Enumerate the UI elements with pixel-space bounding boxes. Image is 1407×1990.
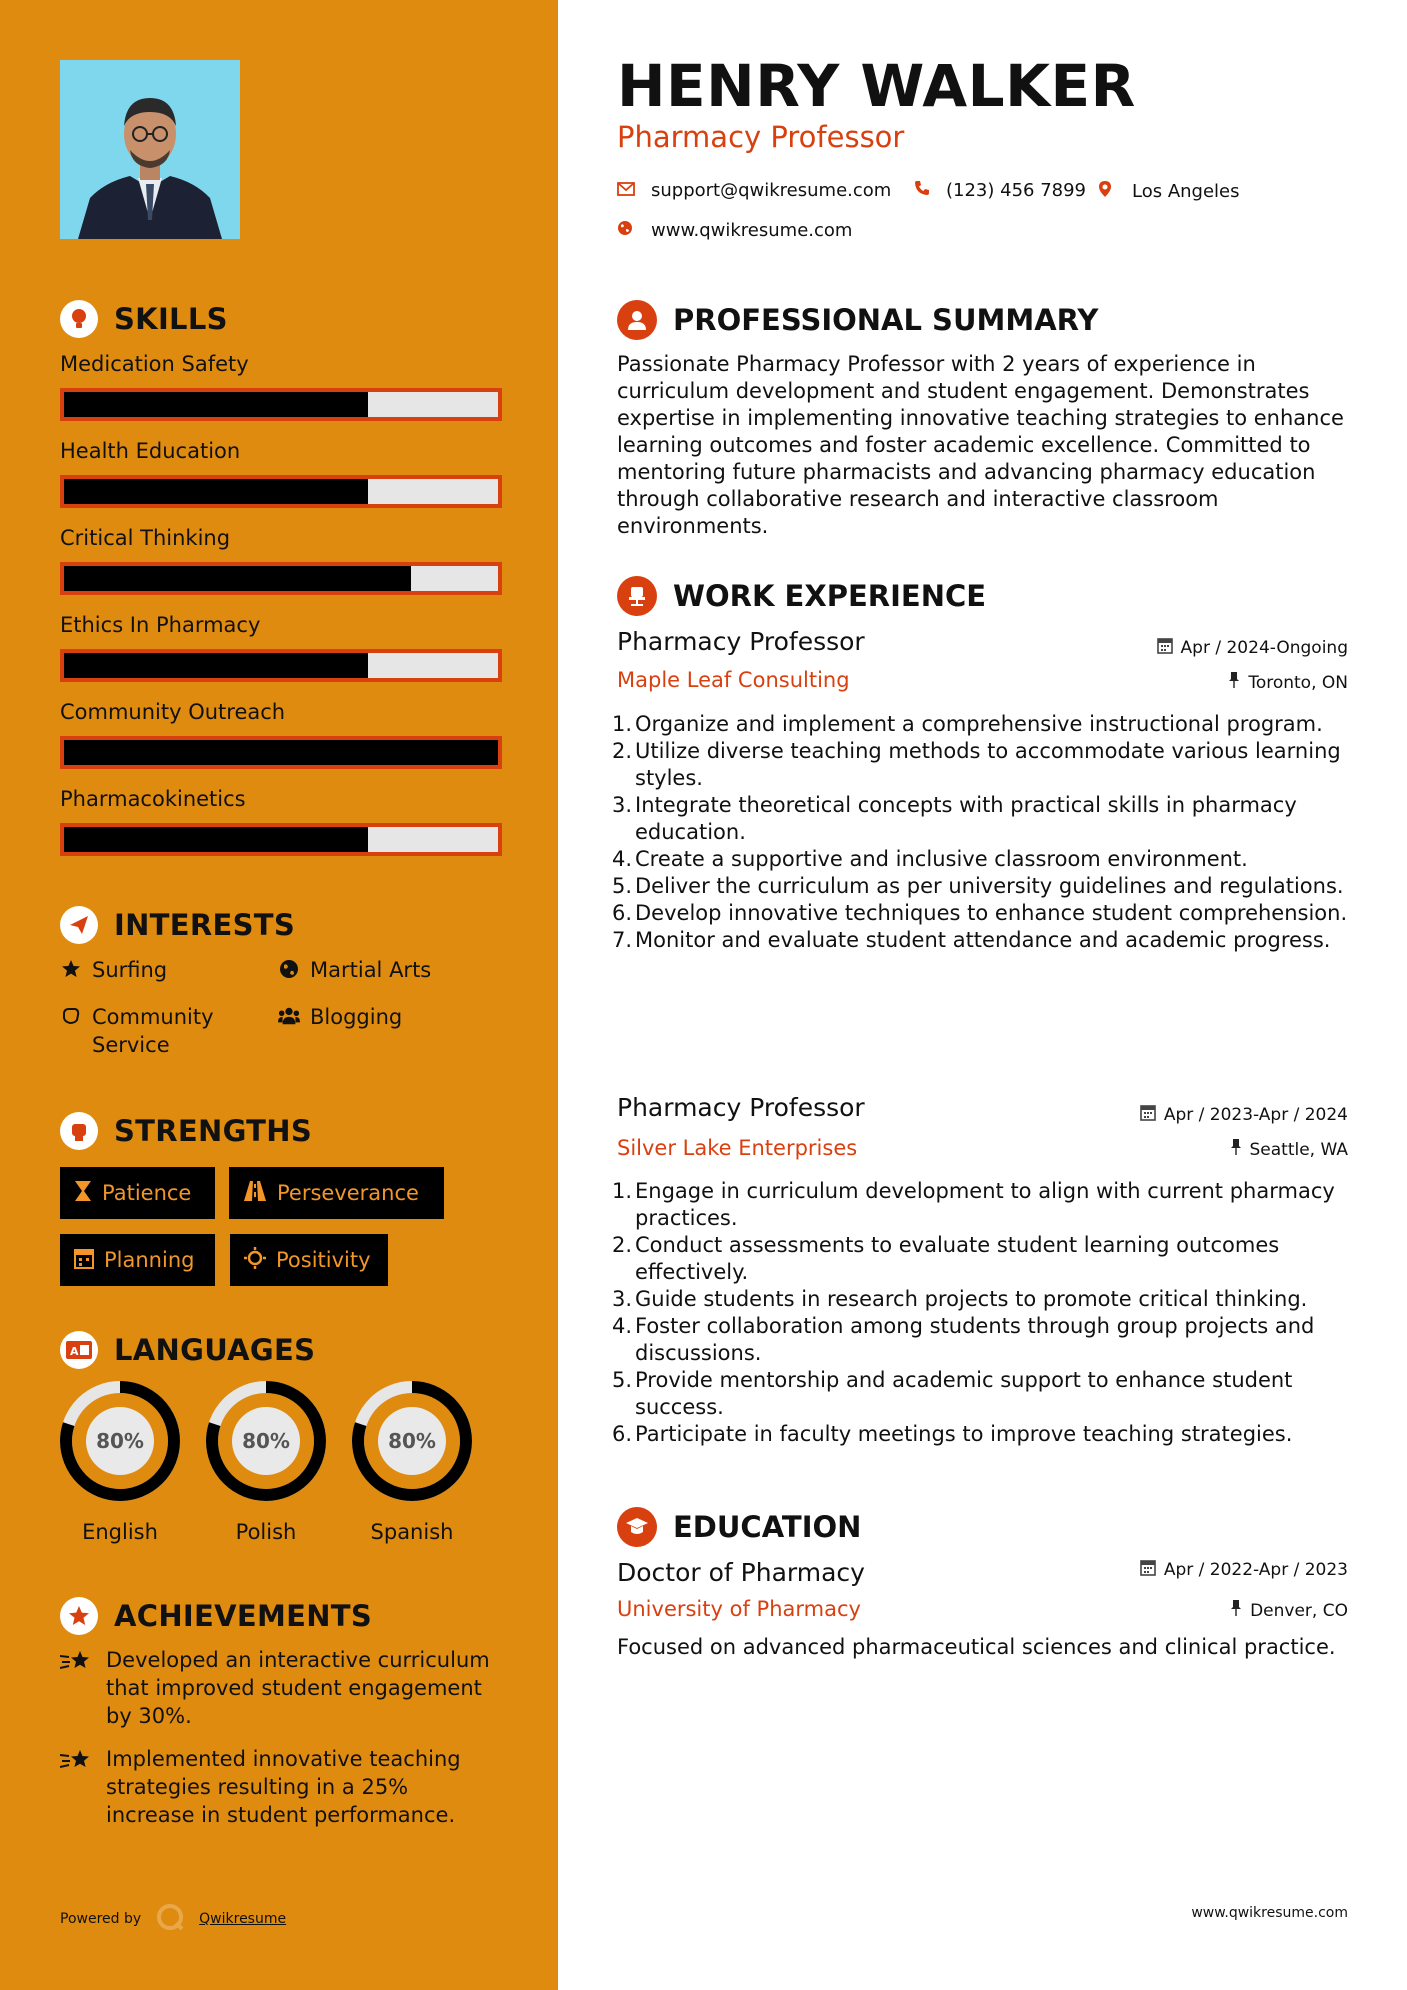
list-item: 2. Conduct assessments to evaluate student learning outcomes effectively.: [612, 1233, 1280, 1284]
list-item: 1. Organize and implement a comprehensive instructional program.: [612, 712, 1323, 736]
skill-bar-fill: [64, 740, 498, 765]
job-company: Maple Leaf Consulting: [617, 668, 850, 692]
contact-location: [1098, 180, 1240, 203]
powered-by: [60, 1902, 286, 1936]
job-title: Pharmacy Professor: [617, 1093, 865, 1122]
job-date: [1140, 1104, 1348, 1126]
bullet-text: Conduct assessments to evaluate student learning outcomes effectively.: [635, 1233, 1280, 1284]
skill-bar: [60, 562, 502, 595]
skill-item: [60, 526, 502, 595]
skill-bar-fill: [64, 653, 368, 678]
job-location-text: Seattle, WA: [1249, 1139, 1348, 1160]
contact-website[interactable]: [617, 220, 852, 241]
pushpin-icon: [1230, 1600, 1242, 1621]
interests-title: INTERESTS: [114, 908, 296, 942]
list-item: 2. Utilize diverse teaching methods to accommodate various learning styles.: [612, 739, 1341, 790]
calendar-icon: [1140, 1559, 1156, 1581]
language-percent: 80%: [388, 1429, 436, 1453]
skill-label: Pharmacokinetics: [60, 787, 246, 811]
strength-label: Positivity: [276, 1248, 371, 1272]
interest-label: Martial Arts: [310, 958, 432, 982]
list-item: 5. Deliver the curriculum as per university guidelines and regulations.: [612, 874, 1344, 898]
experience-title: WORK EXPERIENCE: [673, 579, 987, 613]
phone-text: (123) 456 7899: [946, 180, 1087, 201]
achievement-text: Implemented innovative teaching strategies resulting in a 25% increase in student performance.: [106, 1747, 461, 1827]
skill-bar: [60, 475, 502, 508]
strength-chip: [60, 1234, 215, 1286]
languages-title: LANGUAGES: [114, 1333, 316, 1367]
summary-title: PROFESSIONAL SUMMARY: [673, 303, 1099, 337]
powered-prefix: Powered by: [60, 1911, 142, 1927]
job-date-text: Apr / 2023-Apr / 2024: [1163, 1105, 1348, 1125]
skill-label: Health Education: [60, 439, 241, 463]
strength-chip: [229, 1167, 444, 1219]
star-icon: [60, 956, 82, 984]
lightbulb-icon: [60, 300, 98, 338]
list-item: 1. Engage in curriculum development to align with current pharmacy practices.: [612, 1179, 1335, 1230]
skill-bar-fill: [64, 566, 411, 591]
bullet-text: Monitor and evaluate student attendance and academic progress.: [635, 928, 1331, 952]
globe-icon: [278, 956, 300, 984]
bullet-text: Organize and implement a comprehensive instructional program.: [635, 712, 1323, 736]
job-location: [1230, 1139, 1349, 1160]
education-date: [1140, 1559, 1348, 1581]
strength-chip: [60, 1167, 215, 1219]
language-icon: [60, 1331, 98, 1369]
language-item: [59, 1380, 181, 1544]
bullet-text: Utilize diverse teaching methods to accommodate various learning styles.: [635, 739, 1341, 790]
language-label: English: [82, 1520, 158, 1544]
education-text: Focused on advanced pharmaceutical sciences and clinical practice.: [617, 1635, 1336, 1659]
interests-heading: [60, 906, 295, 944]
globe-icon: [617, 220, 633, 241]
footer-website[interactable]: www.qwikresume.com: [1191, 1905, 1348, 1921]
skill-item: [60, 352, 502, 421]
interest-item: [278, 1003, 508, 1031]
skill-bar-fill: [64, 479, 368, 504]
list-item: 3. Integrate theoretical concepts with practical skills in pharmacy education.: [612, 793, 1297, 844]
language-item: [351, 1380, 473, 1544]
skill-item: [60, 700, 502, 769]
paper-plane-icon: [60, 906, 98, 944]
strength-label: Perseverance: [277, 1181, 419, 1205]
bullet-text: Guide students in research projects to promote critical thinking.: [635, 1287, 1308, 1311]
strength-label: Patience: [102, 1181, 192, 1205]
education-title: EDUCATION: [673, 1510, 862, 1544]
list-item: 6. Develop innovative techniques to enhance student comprehension.: [612, 901, 1348, 925]
main-content: [558, 0, 1407, 1990]
language-item: [205, 1380, 327, 1544]
skill-item: [60, 787, 502, 856]
skill-label: Critical Thinking: [60, 526, 231, 550]
interest-label: Surfing: [92, 958, 168, 982]
bullet-text: Deliver the curriculum as per university guidelines and regulations.: [635, 874, 1344, 898]
sun-icon: [244, 1247, 266, 1274]
interest-item: [60, 956, 260, 984]
graduation-cap-icon: [617, 1507, 657, 1547]
bullet-text: Create a supportive and inclusive classroom environment.: [635, 847, 1248, 871]
language-percent: 80%: [242, 1429, 290, 1453]
strengths-heading: [60, 1112, 312, 1150]
job-date: [1157, 637, 1348, 659]
powered-brand-link[interactable]: Qwikresume: [199, 1911, 287, 1927]
user-icon: [617, 300, 657, 340]
skill-label: Medication Safety: [60, 352, 249, 376]
fist-icon: [60, 1112, 98, 1150]
website-text: www.qwikresume.com: [651, 220, 853, 241]
language-percent: 80%: [96, 1429, 144, 1453]
skill-bar-fill: [64, 392, 368, 417]
skills-title: SKILLS: [114, 302, 228, 336]
email-text: support@qwikresume.com: [651, 180, 892, 201]
hourglass-icon: [74, 1180, 92, 1207]
skill-label: Community Outreach: [60, 700, 286, 724]
shooting-star-icon: [60, 1646, 94, 1730]
road-icon: [243, 1181, 267, 1206]
skill-bar-fill: [64, 827, 368, 852]
envelope-icon: [617, 180, 635, 201]
list-item: 6. Participate in faculty meetings to improve teaching strategies.: [612, 1422, 1293, 1446]
bullet-text: Develop innovative techniques to enhance student comprehension.: [635, 901, 1348, 925]
shooting-star-icon: [60, 1745, 94, 1829]
job-company: Silver Lake Enterprises: [617, 1136, 858, 1160]
list-item: 3. Guide students in research projects to promote critical thinking.: [612, 1287, 1308, 1311]
bullet-text: Integrate theoretical concepts with practical skills in pharmacy education.: [635, 793, 1297, 844]
svg-text:A: A: [70, 1345, 79, 1358]
qwikresume-logo-icon: [155, 1902, 185, 1936]
bullet-text: Foster collaboration among students through group projects and discussions.: [635, 1314, 1315, 1365]
skill-bar: [60, 736, 502, 769]
skills-heading: [60, 300, 228, 338]
skill-bar: [60, 388, 502, 421]
strength-chip: [230, 1234, 388, 1286]
achievement-item: [60, 1646, 500, 1730]
language-label: Spanish: [370, 1520, 454, 1544]
interest-label: Community Service: [92, 1005, 214, 1057]
phone-icon: [914, 180, 930, 201]
bullet-text: Provide mentorship and academic support to enhance student success.: [635, 1368, 1293, 1419]
map-pin-icon: [1098, 180, 1112, 203]
education-heading: [617, 1507, 861, 1547]
candidate-role: Pharmacy Professor: [617, 120, 905, 154]
education-location: [1230, 1600, 1348, 1621]
job-location-text: Toronto, ON: [1248, 672, 1348, 693]
achievement-item: [60, 1745, 500, 1829]
achievement-star-icon: [60, 1597, 98, 1635]
job-date-text: Apr / 2024-Ongoing: [1180, 638, 1348, 658]
profile-photo: [60, 60, 240, 239]
skill-item: [60, 439, 502, 508]
job-bullets: [612, 711, 1355, 954]
school-name: University of Pharmacy: [617, 1597, 861, 1621]
languages-heading: [60, 1331, 315, 1369]
location-text: Los Angeles: [1132, 181, 1240, 202]
pushpin-icon: [1230, 1139, 1242, 1160]
calendar-icon: [74, 1247, 94, 1274]
pushpin-icon: [1228, 672, 1240, 693]
contact-email[interactable]: [617, 180, 891, 201]
education-location-text: Denver, CO: [1250, 1600, 1348, 1621]
interest-label: Blogging: [310, 1005, 403, 1029]
achievements-title: ACHIEVEMENTS: [114, 1599, 373, 1633]
skill-label: Ethics In Pharmacy: [60, 613, 261, 637]
strengths-title: STRENGTHS: [114, 1114, 313, 1148]
language-label: Polish: [235, 1520, 297, 1544]
strength-label: Planning: [104, 1248, 195, 1272]
degree-title: Doctor of Pharmacy: [617, 1558, 865, 1587]
job-location: [1228, 672, 1348, 693]
job-title: Pharmacy Professor: [617, 627, 865, 656]
list-item: 7. Monitor and evaluate student attendance and academic progress.: [612, 928, 1331, 952]
skill-bar: [60, 649, 502, 682]
hand-icon: [60, 1003, 82, 1059]
summary-text: Passionate Pharmacy Professor with 2 years of experience in curriculum development and student engagement. Demonstrates expertise in implementing innovative teaching strategies to enhance learning outcomes and foster academic excellence. Committed to mentoring future pharmacists and advancing pharmacy education through collaborative research and interactive classroom environments.: [617, 352, 1344, 538]
language-ring: [205, 1380, 327, 1502]
list-item: 4. Create a supportive and inclusive classroom environment.: [612, 847, 1248, 871]
education-date-text: Apr / 2022-Apr / 2023: [1163, 1560, 1348, 1580]
users-icon: [278, 1003, 300, 1031]
bullet-text: Participate in faculty meetings to improve teaching strategies.: [635, 1422, 1293, 1446]
achievement-text: Developed an interactive curriculum that improved student engagement by 30%.: [106, 1648, 490, 1728]
calendar-icon: [1157, 637, 1173, 659]
calendar-icon: [1140, 1104, 1156, 1126]
interest-item: [60, 1003, 260, 1059]
list-item: 4. Foster collaboration among students through group projects and discussions.: [612, 1314, 1315, 1365]
contact-phone[interactable]: [914, 180, 1086, 201]
experience-heading: [617, 576, 986, 616]
skill-item: [60, 613, 502, 682]
sidebar: [0, 0, 558, 1990]
summary-heading: [617, 300, 1098, 340]
list-item: 5. Provide mentorship and academic support to enhance student success.: [612, 1368, 1293, 1419]
language-ring: [351, 1380, 473, 1502]
office-chair-icon: [617, 576, 657, 616]
interest-item: [278, 956, 508, 984]
achievements-heading: [60, 1597, 372, 1635]
bullet-text: Engage in curriculum development to align with current pharmacy practices.: [635, 1179, 1335, 1230]
job-bullets: [612, 1178, 1355, 1448]
candidate-name: HENRY WALKER: [617, 52, 1136, 120]
language-ring: [59, 1380, 181, 1502]
skill-bar: [60, 823, 502, 856]
